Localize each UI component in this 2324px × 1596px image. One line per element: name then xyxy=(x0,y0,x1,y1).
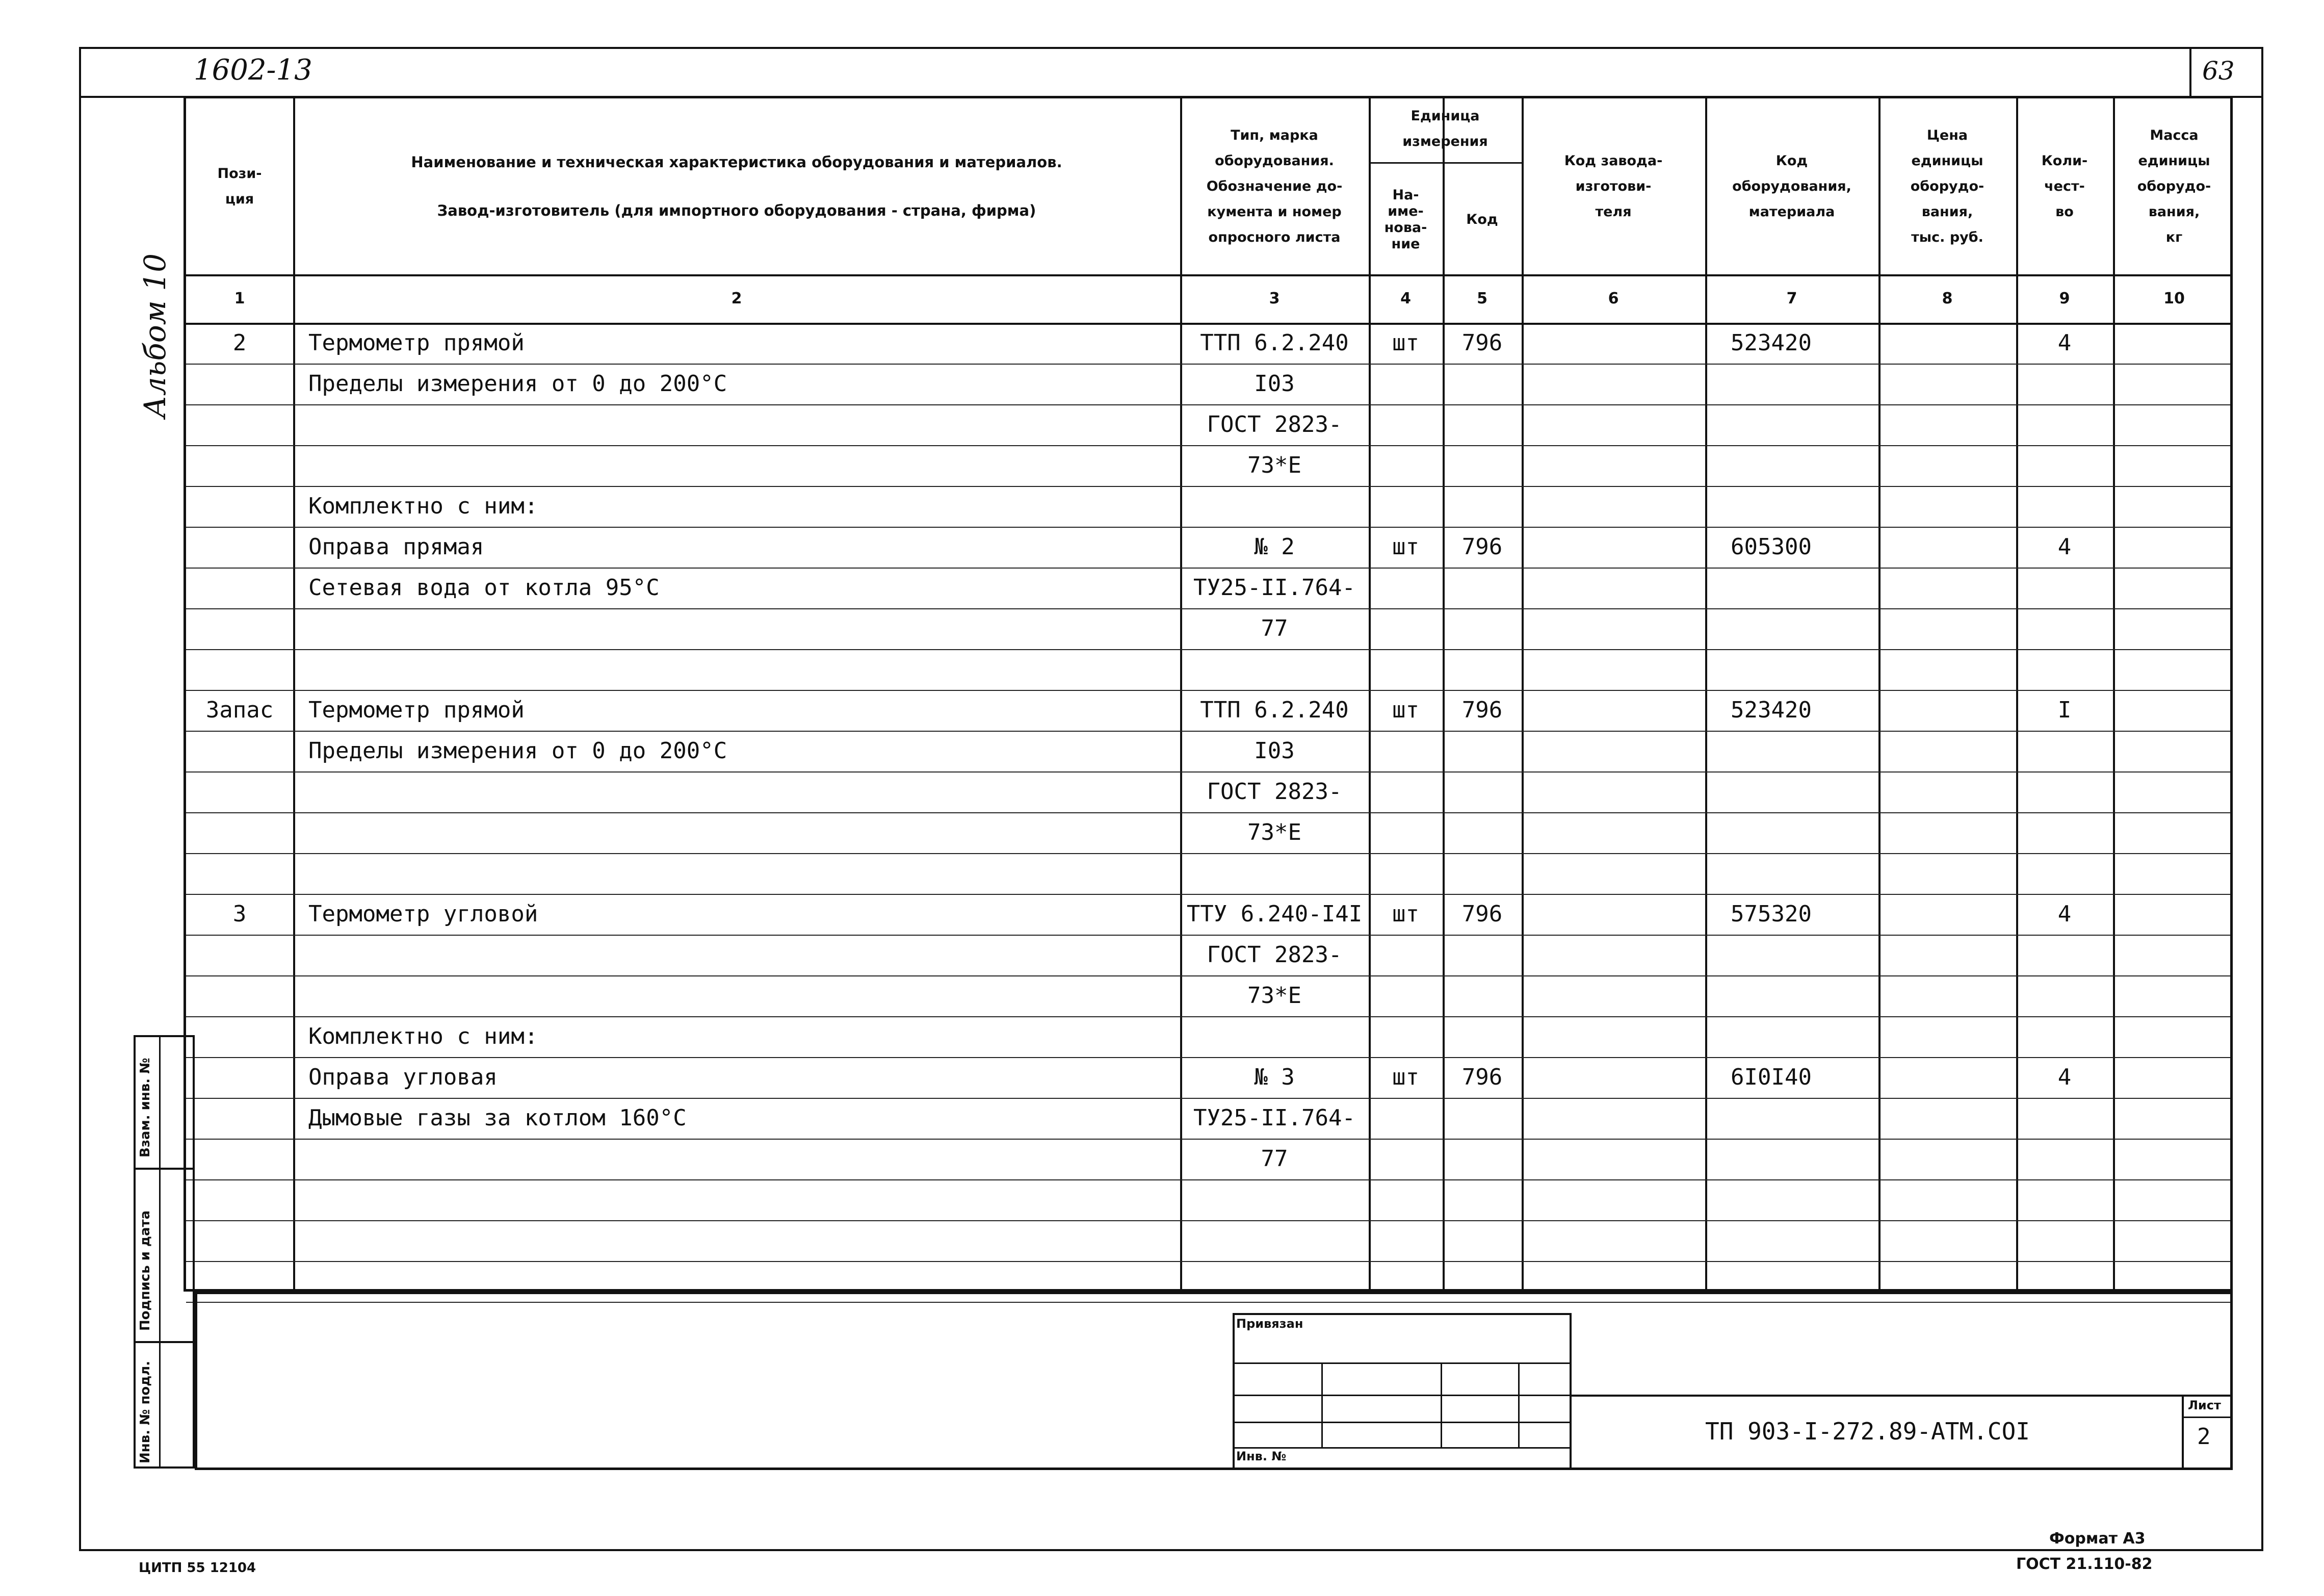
table-cell-type: 73*Е xyxy=(1247,452,1301,478)
album-label: Альбом 10 xyxy=(138,253,172,418)
inv-label: Инв. № xyxy=(1236,1449,1287,1463)
document-code: ТП 903-I-272.89-АТМ.СОI xyxy=(1705,1418,2030,1445)
table-cell-name: Комплектно с ним: xyxy=(308,493,538,519)
row-rule xyxy=(186,1220,2230,1221)
approval-rule xyxy=(1233,1362,1572,1364)
column-number: 7 xyxy=(1786,290,1797,307)
table-cell-type: ГОСТ 2823- xyxy=(1207,779,1342,805)
doc-code-rule xyxy=(1572,1395,2233,1397)
sheet-number-divider xyxy=(2189,47,2191,96)
table-cell-type: 77 xyxy=(1261,615,1288,641)
table-cell-name: Сетевая вода от котла 95°C xyxy=(308,575,660,601)
sheet-handwritten-number: 63 xyxy=(2202,56,2235,86)
table-cell-unit: шт xyxy=(1392,534,1419,560)
table-cell-pos: 2 xyxy=(232,330,247,356)
table-cell-mat: 575320 xyxy=(1731,901,1812,927)
column-header: Коли- чест- во xyxy=(2041,152,2088,220)
table-cell-type: ТУ25-II.764- xyxy=(1193,1105,1355,1131)
column-number: 10 xyxy=(2163,290,2185,307)
column-header: Наименование и техническая характеристика оборудования и материалов. Завод-изготовитель (для импортного оборудования - страна, фирма) xyxy=(411,153,1062,219)
table-cell-mat: 6I0I40 xyxy=(1731,1064,1812,1090)
column-number: 1 xyxy=(234,290,245,307)
table-cell-unit: шт xyxy=(1392,901,1419,927)
approval-box xyxy=(1233,1313,1572,1470)
table-cell-type: 73*Е xyxy=(1247,983,1301,1009)
row-rule xyxy=(186,853,2230,854)
column-header: Тип, марка оборудования. Обозначение до- кумента и номер опросного листа xyxy=(1206,127,1343,245)
approval-rule xyxy=(1233,1447,1572,1449)
column-number: 3 xyxy=(1269,290,1280,307)
column-number: 4 xyxy=(1400,290,1411,307)
table-cell-mat: 605300 xyxy=(1731,534,1812,560)
table-cell-mat: 523420 xyxy=(1731,697,1812,723)
row-rule xyxy=(186,1261,2230,1262)
table-cell-type: I03 xyxy=(1254,371,1295,397)
table-cell-code: 796 xyxy=(1461,1064,1503,1090)
table-cell-name: Дымовые газы за котлом 160°C xyxy=(308,1105,687,1131)
table-cell-pos: 3 xyxy=(232,901,247,927)
side-stamp-divider xyxy=(134,1168,195,1170)
column-header: Пози- ция xyxy=(217,165,262,207)
column-header: Код оборудования, материала xyxy=(1732,152,1851,220)
table-cell-unit: шт xyxy=(1392,330,1419,356)
table-cell-mat: 523420 xyxy=(1731,330,1812,356)
table-cell-name: Пределы измерения от 0 до 200°C xyxy=(308,371,727,397)
table-cell-qty: 4 xyxy=(2057,330,2072,356)
table-cell-name: Комплектно с ним: xyxy=(308,1023,538,1049)
table-cell-qty: 4 xyxy=(2057,901,2072,927)
table-cell-unit: шт xyxy=(1392,697,1419,723)
sheet-label: Лист xyxy=(2188,1398,2221,1412)
specification-table xyxy=(184,96,2233,1292)
table-cell-code: 796 xyxy=(1461,534,1503,560)
table-cell-name: Термометр прямой xyxy=(308,697,525,723)
table-cell-code: 796 xyxy=(1461,330,1503,356)
handwritten-number: 1602-13 xyxy=(194,54,312,87)
table-cell-type: ГОСТ 2823- xyxy=(1207,411,1342,437)
gost-label: ГОСТ 21.110-82 xyxy=(2016,1555,2153,1573)
table-cell-unit: шт xyxy=(1392,1064,1419,1090)
table-cell-code: 796 xyxy=(1461,901,1503,927)
side-stamp-signature: Подпись и дата xyxy=(138,1210,153,1331)
column-header: Единица измерения xyxy=(1402,108,1488,149)
table-cell-name: Оправа угловая xyxy=(308,1064,498,1090)
column-header: Код завода- изготови- теля xyxy=(1564,152,1663,220)
table-cell-type: ГОСТ 2823- xyxy=(1207,942,1342,968)
approval-col xyxy=(1441,1362,1442,1447)
privyazan-label: Привязан xyxy=(1236,1317,1303,1331)
unit-code-header: Код xyxy=(1466,211,1498,227)
approval-rule xyxy=(1233,1395,1572,1396)
sheet-box-divider xyxy=(2182,1395,2184,1470)
table-cell-type: ТТУ 6.240-I4I xyxy=(1186,901,1363,927)
table-cell-name: Термометр прямой xyxy=(308,330,525,356)
table-cell-pos: Запас xyxy=(205,697,274,723)
approval-col xyxy=(1518,1362,1520,1447)
side-stamp-divider xyxy=(134,1341,195,1343)
side-stamp-inv-podl: Инв. № подл. xyxy=(138,1360,153,1463)
table-cell-name: Оправа прямая xyxy=(308,534,484,560)
table-cell-type: № 2 xyxy=(1254,534,1295,560)
column-number: 8 xyxy=(1942,290,1953,307)
table-cell-type: ТТП 6.2.240 xyxy=(1200,697,1349,723)
side-stamp-vzam: Взам. инв. № xyxy=(138,1058,153,1157)
table-cell-type: ТТП 6.2.240 xyxy=(1200,330,1349,356)
column-number: 2 xyxy=(731,290,742,307)
row-rule xyxy=(186,649,2230,650)
unit-name-header: На- име- нова- ние xyxy=(1384,187,1427,252)
table-cell-type: № 3 xyxy=(1254,1064,1295,1090)
row-rule xyxy=(186,1179,2230,1180)
table-cell-type: 73*Е xyxy=(1247,819,1301,845)
side-stamp-divider xyxy=(159,1035,161,1469)
sheet-number: 2 xyxy=(2197,1424,2211,1450)
approval-rule xyxy=(1233,1422,1572,1423)
column-number: 9 xyxy=(2059,290,2070,307)
sheet-box-rule xyxy=(2182,1417,2233,1418)
table-cell-qty: I xyxy=(2057,697,2072,723)
table-cell-qty: 4 xyxy=(2057,534,2072,560)
table-cell-name: Термометр угловой xyxy=(308,901,538,927)
table-cell-type: I03 xyxy=(1254,738,1295,764)
table-cell-type: 77 xyxy=(1261,1146,1288,1172)
format-label: Формат А3 xyxy=(2049,1530,2146,1548)
table-cell-qty: 4 xyxy=(2057,1064,2072,1090)
unit-subheader-rule xyxy=(1369,162,1522,164)
column-header: Масса единицы оборудо- вания, кг xyxy=(2137,127,2211,245)
table-cell-name: Пределы измерения от 0 до 200°C xyxy=(308,738,727,764)
column-header: Цена единицы оборудо- вания, тыс. руб. xyxy=(1910,127,1984,245)
column-number: 6 xyxy=(1608,290,1619,307)
table-cell-type: ТУ25-II.764- xyxy=(1193,575,1355,601)
table-cell-code: 796 xyxy=(1461,697,1503,723)
footer-code: ЦИТП 55 12104 xyxy=(139,1560,256,1576)
column-number: 5 xyxy=(1477,290,1487,307)
approval-col xyxy=(1321,1362,1323,1447)
